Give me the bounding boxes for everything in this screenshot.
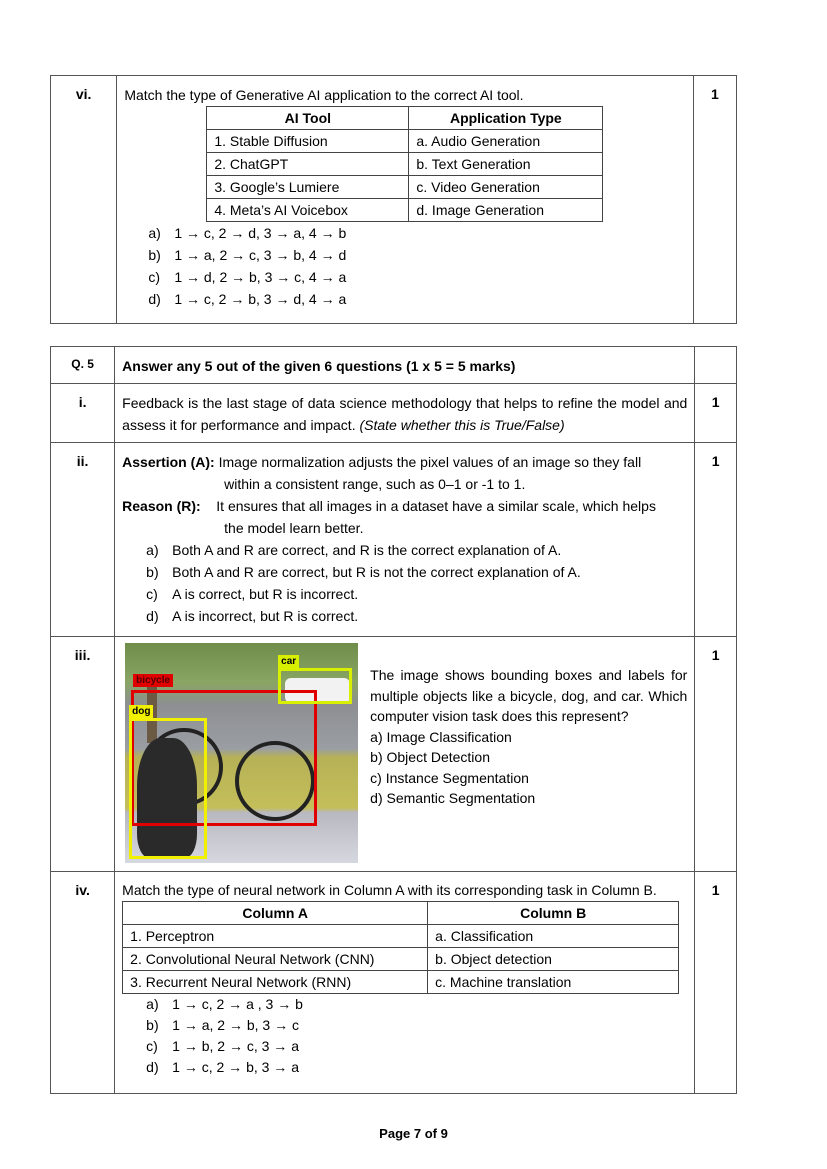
header-application-type: Application Type xyxy=(409,107,603,130)
header-ai-tool: AI Tool xyxy=(207,107,409,130)
option: a) 1 → c, 2 → a , 3 → b xyxy=(146,996,303,1012)
reason-text: It ensures that all images in a dataset have a similar scale, which helps xyxy=(216,498,656,514)
section-number: Q. 5 xyxy=(51,347,115,384)
match-table xyxy=(206,106,603,222)
object-detection-image xyxy=(125,643,358,863)
marks: 1 xyxy=(695,443,737,637)
reason-label: Reason (R): xyxy=(122,498,201,514)
cell: 3. Recurrent Neural Network (RNN) xyxy=(123,971,428,994)
cell: 4. Meta’s AI Voicebox xyxy=(207,199,409,222)
question-body xyxy=(115,443,695,637)
bounding-box-dog xyxy=(129,718,207,859)
cell: 3. Google’s Lumiere xyxy=(207,176,409,199)
question-body xyxy=(115,637,695,872)
reason-text-cont: the model learn better. xyxy=(224,520,364,536)
option: c) Instance Segmentation xyxy=(370,769,529,786)
question-text: The image shows bounding boxes and labels for multiple objects like a bicycle, dog, and car. Which computer vision task does this represent? xyxy=(370,667,688,724)
header-column-a: Column A xyxy=(123,902,428,925)
cell: b. Object detection xyxy=(428,948,679,971)
question-5-table xyxy=(50,346,737,1094)
question-body xyxy=(115,872,695,1094)
question-number: i. xyxy=(51,384,115,443)
question-body: Feedback is the last stage of data science methodology that helps to refine the model and assess it for performance and impact. (State whether this is True/False) xyxy=(115,384,695,443)
option: a) Image Classification xyxy=(370,728,512,745)
option: b) 1 → a, 2 → b, 3 → c xyxy=(146,1017,299,1033)
option: c) A is correct, but R is incorrect. xyxy=(146,586,359,602)
option: c) 1 → d, 2 → b, 3 → c, 4 → a xyxy=(148,269,347,285)
option: b) Both A and R are correct, but R is not the correct explanation of A. xyxy=(146,564,581,580)
header-column-b: Column B xyxy=(428,902,679,925)
label-car: car xyxy=(278,655,299,668)
page-footer: Page 7 of 9 xyxy=(379,1126,448,1141)
question-number: iv. xyxy=(51,872,115,1094)
cell: 2. ChatGPT xyxy=(207,153,409,176)
cell: a. Audio Generation xyxy=(409,130,603,153)
marks: 1 xyxy=(693,76,736,324)
option: a) Both A and R are correct, and R is the correct explanation of A. xyxy=(146,542,562,558)
cell: c. Video Generation xyxy=(409,176,603,199)
options-list xyxy=(146,539,687,627)
option: d) Semantic Segmentation xyxy=(370,790,536,806)
marks-empty xyxy=(695,347,737,384)
options-list xyxy=(146,994,687,1078)
cell: 1. Perceptron xyxy=(123,925,428,948)
question-number: vi. xyxy=(51,76,117,324)
assertion-label: Assertion (A): xyxy=(122,454,215,470)
marks: 1 xyxy=(695,872,737,1094)
marks: 1 xyxy=(695,637,737,872)
question-number: iii. xyxy=(51,637,115,872)
bounding-box-car xyxy=(278,668,352,704)
cell: c. Machine translation xyxy=(428,971,679,994)
options-list xyxy=(148,222,686,310)
option: d) 1 → c, 2 → b, 3 → a xyxy=(146,1059,299,1075)
option: b) 1 → a, 2 → c, 3 → b, 4 → d xyxy=(148,247,347,263)
option: b) Object Detection xyxy=(370,749,490,765)
option: c) 1 → b, 2 → c, 3 → a xyxy=(146,1038,299,1054)
question-number: ii. xyxy=(51,443,115,637)
question-text: Match the type of Generative AI application to the correct AI tool. xyxy=(124,87,524,103)
marks: 1 xyxy=(695,384,737,443)
assertion-text: Image normalization adjusts the pixel values of an image so they fall xyxy=(218,454,642,470)
question-body xyxy=(117,76,694,324)
label-dog: dog xyxy=(129,705,153,718)
cell: 1. Stable Diffusion xyxy=(207,130,409,153)
question-text: Match the type of neural network in Column A with its corresponding task in Column B. xyxy=(122,882,657,898)
match-table xyxy=(122,901,679,994)
cell: a. Classification xyxy=(428,925,679,948)
option: a) 1 → c, 2 → d, 3 → a, 4 → b xyxy=(148,225,347,241)
label-bicycle: bicycle xyxy=(133,674,173,687)
cell: 2. Convolutional Neural Network (CNN) xyxy=(123,948,428,971)
question-note: (State whether this is True/False) xyxy=(359,417,565,433)
cell: b. Text Generation xyxy=(409,153,603,176)
option: d) A is incorrect, but R is correct. xyxy=(146,608,359,624)
assertion-text-cont: within a consistent range, such as 0–1 or -1 to 1. xyxy=(224,476,526,492)
option: d) 1 → c, 2 → b, 3 → d, 4 → a xyxy=(148,291,347,307)
cell: d. Image Generation xyxy=(409,199,603,222)
question-vi-table xyxy=(50,75,737,324)
section-instruction: Answer any 5 out of the given 6 questions (1 x 5 = 5 marks) xyxy=(115,347,695,384)
